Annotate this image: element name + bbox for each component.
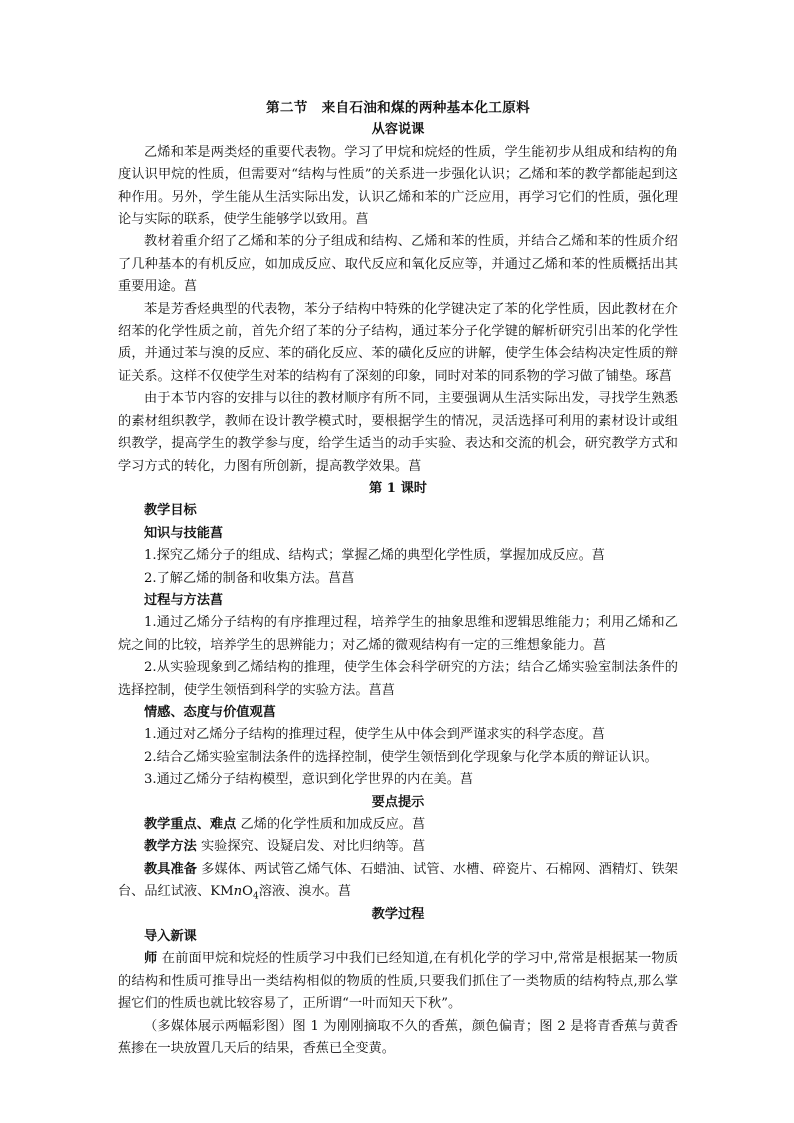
teaching-aids-line xyxy=(118,859,678,904)
teaching-aids-text-n: n xyxy=(233,884,243,900)
section-heading-key-points: 要点提示 xyxy=(371,794,425,810)
teaching-method-label: 教学方法 xyxy=(144,839,197,855)
heading-introduction: 导入新课 xyxy=(144,929,197,945)
emotion-item-3: 3.通过乙烯分子结构模型，意识到化学世界的内在美。菖 xyxy=(144,772,474,788)
teaching-method-text: 实验探究、设疑启发、对比归纳等。菖 xyxy=(200,839,426,855)
section-heading-teaching-process: 教学过程 xyxy=(371,906,425,922)
teaching-aids-label: 教具准备 xyxy=(144,861,197,877)
paragraph-last: （多媒体展示两幅彩图）图 1 为刚刚摘取不久的香蕉，颜色偏青；图 2 是将青香蕉与黄香蕉掺在一块放置几天后的结果，香蕉已全变黄。 xyxy=(118,1018,678,1057)
teacher-label: 师 xyxy=(144,951,158,967)
page-title: 第二节 来自石油和煤的两种基本化工原料 xyxy=(266,100,530,116)
section-heading-lesson-1: 第 1 课时 xyxy=(369,480,427,496)
key-points-label: 教学重点、难点 xyxy=(144,817,237,832)
teaching-aids-subscript: 4 xyxy=(252,891,259,902)
teacher-text: 在前面甲烷和烷烃的性质学习中我们已经知道,在有机化学的学习中,常常是根据某一物质的结构和性质可推导出一类结构相似的物质的性质,只要我们抓住了一类物质的结构特点,那么掌握它们的性质也就比较容易了，正所谓“一叶而知天下秋”。 xyxy=(118,951,679,1012)
document-page xyxy=(118,97,678,1060)
teaching-aids-text-a: 多媒体、两试管乙烯气体、石蜡油、试管、水槽、碎瓷片、石棉网、酒精灯、铁架台、品红试液、KM xyxy=(118,861,678,900)
teaching-method-line xyxy=(118,836,678,858)
knowledge-item-1: 1.探究乙烯分子的组成、结构式；掌握乙烯的典型化学性质，掌握加成反应。菖 xyxy=(144,548,605,564)
method-item-2: 2.从实验现象到乙烯结构的推理，使学生体会科学研究的方法；结合乙烯实验室制法条件的选择控制，使学生领悟到科学的实验方法。菖菖 xyxy=(118,660,678,698)
paragraph-1: 乙烯和苯是两类烃的重要代表物。学习了甲烷和烷烃的性质，学生能初步从组成和结构的角度认识甲烷的性质，但需要对“结构与性质”的关系进一步强化认识；乙烯和苯的教学都能起到这种作用。另外，学生能从生活实际出发，认识乙烯和苯的广泛应用，再学习它们的性质，强化理论与实际的联系，使学生能够学以致用。菖 xyxy=(118,144,678,228)
emotion-item-2: 2.结合乙烯实验室制法条件的选择控制，使学生领悟到化学现象与化学本质的辩证认识。 xyxy=(144,749,658,765)
heading-emotion-values: 情感、态度与价值观菖 xyxy=(144,704,276,720)
heading-process-method: 过程与方法菖 xyxy=(144,592,224,608)
emotion-item-1: 1.通过对乙烯分子结构的推理过程，使学生从中体会到严谨求实的科学态度。菖 xyxy=(144,727,605,743)
paragraph-3: 苯是芳香烃典型的代表物，苯分子结构中特殊的化学键决定了苯的化学性质，因此教材在介绍苯的化学性质之前，首先介绍了苯的分子结构，通过苯分子化学键的解析研究引出苯的化学性质，并通过苯与溴的反应、苯的硝化反应、苯的磺化反应的讲解，使学生体会结构决定性质的辩证关系。这样不仅使学生对苯的结构有了深刻的印象，同时对苯的同系物的学习做了铺垫。琢菖 xyxy=(118,301,678,384)
teacher-paragraph xyxy=(118,948,678,1015)
paragraph-4: 由于本节内容的安排与以往的教材顺序有所不同，主要强调从生活实际出发，寻找学生熟悉的素材组织教学，教师在设计教学模式时，要根据学生的情况，灵活选择可利用的素材设计或组织教学，提高学生的教学参与度，给学生适当的动手实验、表达和交流的机会，研究教学方式和学习方式的转化，力图有所创新，提高教学效果。菖 xyxy=(118,391,678,474)
paragraph-2: 教材着重介绍了乙烯和苯的分子组成和结构、乙烯和苯的性质，并结合乙烯和苯的性质介绍了几种基本的有机反应，如加成反应、取代反应和氧化反应等，并通过乙烯和苯的性质概括出其重要用途。菖 xyxy=(118,234,678,295)
knowledge-item-2: 2.了解乙烯的制备和收集方法。菖菖 xyxy=(144,570,355,586)
key-points-text: 乙烯的化学性质和加成反应。菖 xyxy=(240,817,426,832)
heading-teaching-goals: 教学目标 xyxy=(144,503,197,519)
section-heading-content: 从容说课 xyxy=(371,122,425,138)
method-item-1: 1.通过乙烯分子结构的有序推理过程，培养学生的抽象思维和逻辑思维能力；利用乙烯和乙烷之间的比较，培养学生的思辨能力；对乙烯的微观结构有一定的三维想象能力。菖 xyxy=(118,615,678,653)
heading-knowledge-skills: 知识与技能菖 xyxy=(144,525,224,541)
teaching-aids-text-b: 溶液、溴水。菖 xyxy=(258,884,352,900)
teaching-aids-text-o: O xyxy=(242,884,253,900)
key-points-line xyxy=(118,814,678,836)
